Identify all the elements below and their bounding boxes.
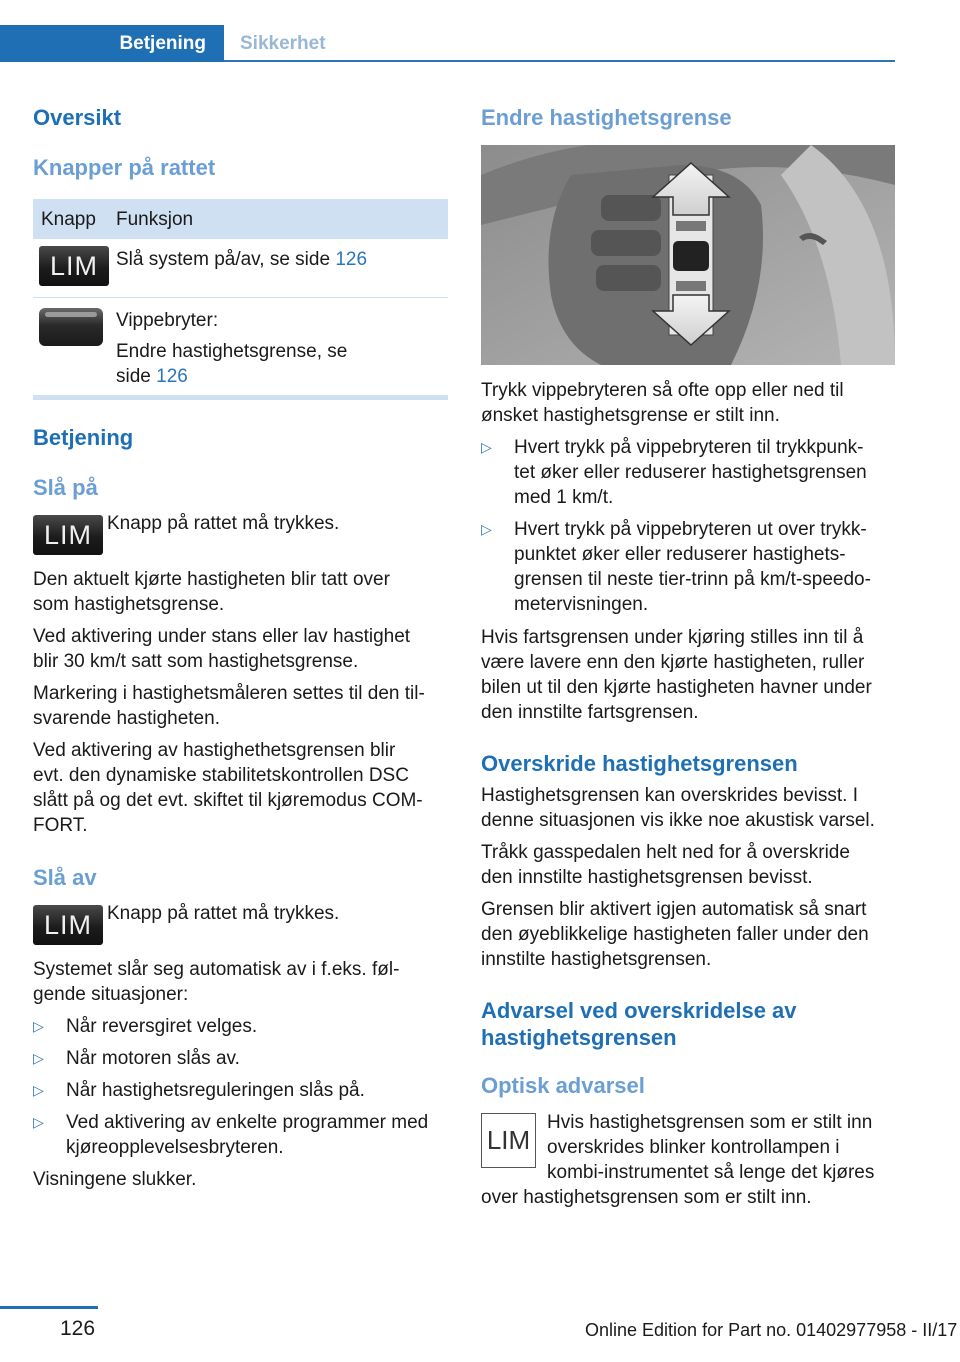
paragraph: over hastighetsgrensen som er stilt inn.	[481, 1187, 812, 1208]
bullet-triangle-icon: ▷	[33, 1114, 44, 1130]
list-item: ▷ Ved aktivering av enkelte programmer med kjøreopplevelsesbryteren.	[33, 1112, 429, 1158]
paragraph: Hvis hastighetsgrensen som er stilt inn overskrides blinker kontrollampen i kombi-instrumentet så lenge det kjøres	[547, 1112, 875, 1183]
paragraph: Hastighetsgrensen kan overskrides bevisst. I denne situasjonen vis ikke noe akustisk varsel.	[481, 785, 875, 831]
bullet-triangle-icon: ▷	[481, 521, 492, 537]
buttons-table	[33, 199, 448, 400]
paragraph: Grensen blir aktivert igjen automatisk så snart den øyeblikkelige hastigheten faller under den innstilte hastighetsgrensen.	[481, 899, 869, 970]
lim-button-icon: LIM	[39, 246, 109, 286]
paragraph: Den aktuelt kjørte hastigheten blir tatt over som hastighetsgrense.	[33, 569, 390, 615]
table-row	[33, 239, 448, 298]
page-number: 126	[60, 1317, 96, 1340]
sla-pa-text: Knapp på rattet må trykkes.	[107, 513, 340, 534]
paragraph: Trykk vippebryteren så ofte opp eller ned til ønsket hastighetsgrense er stilt inn.	[481, 380, 844, 426]
header-tabs	[0, 25, 895, 62]
lim-button-icon: LIM	[33, 515, 103, 555]
paragraph: Hvis fartsgrensen under kjøring stilles inn til å være lavere enn den kjørte hastigheten, ruller bilen ut til den kjørte hastigheten havner under den innstilte fartsgrensen.	[481, 627, 872, 723]
sla-av-text: Knapp på rattet må trykkes.	[107, 903, 340, 924]
col-knapp: Knapp	[41, 208, 96, 230]
tab-betjening[interactable]: Betjening	[0, 25, 224, 62]
table-bottom-rule	[33, 396, 448, 400]
list-item: ▷ Hvert trykk på vippebryteren til trykkpunk‐ tet øker eller reduserer hastighetsgrensen med 1 km/t.	[481, 437, 867, 508]
heading-overskride: Overskride hastighetsgrensen	[481, 751, 798, 776]
heading-oversikt: Oversikt	[33, 105, 122, 130]
paragraph: Ved aktivering av hastighethetsgrensen blir evt. den dynamiske stabilitetskontrollen DSC slått på og det evt. skiftet til kjøremodus COM‐ FORT.	[33, 740, 423, 836]
list-item: ▷ Når motoren slås av.	[33, 1048, 240, 1069]
table-row	[33, 298, 448, 396]
heading-knapper-pa-rattet: Knapper på rattet	[33, 155, 216, 180]
bullet-triangle-icon: ▷	[33, 1082, 44, 1098]
page-link[interactable]: 126	[156, 366, 188, 387]
list-item: ▷ Hvert trykk på vippebryteren ut over trykk‐ punktet øker eller reduserer hastighets‐ grensen til neste tier-trinn på km/t-speedo‐ metervisningen.	[481, 519, 871, 615]
col-funksjon: Funksjon	[116, 208, 194, 230]
lim-button-icon: LIM	[33, 905, 103, 945]
list-item: ▷ Når reversgiret velges.	[33, 1016, 258, 1037]
page-link[interactable]: 126	[335, 249, 368, 270]
heading-sla-pa: Slå på	[33, 475, 98, 500]
heading-betjening: Betjening	[33, 425, 134, 450]
heading-endre-hastighetsgrense: Endre hastighetsgrense	[481, 105, 732, 130]
row2-function: Vippebryter: Endre hastighetsgrense, se side 126	[116, 310, 348, 387]
lim-indicator-light-icon: LIM	[481, 1113, 536, 1168]
heading-optisk-advarsel: Optisk advarsel	[481, 1073, 645, 1098]
paragraph: Tråkk gasspedalen helt ned for å overskride den innstilte hastighetsgrensen bevisst.	[481, 842, 850, 888]
paragraph: Ved aktivering under stans eller lav hastighet blir 30 km/t satt som hastighetsgrense.	[33, 626, 411, 672]
table-header	[33, 199, 448, 239]
heading-advarsel: Advarsel ved overskridelse av hastighetsgrensen	[481, 998, 797, 1050]
bullet-triangle-icon: ▷	[481, 439, 492, 455]
tab-sikkerhet[interactable]: Sikkerhet	[240, 33, 326, 54]
edition-note: Online Edition for Part no. 01402977958 - II/17	[585, 1320, 958, 1340]
paragraph: Systemet slår seg automatisk av i f.eks. føl‐ gende situasjoner:	[33, 959, 400, 1005]
bullet-triangle-icon: ▷	[33, 1050, 44, 1066]
row1-function: Slå system på/av, se side 126	[116, 249, 368, 270]
steering-wheel-rocker-illustration	[481, 145, 895, 365]
paragraph: Markering i hastighetsmåleren settes til den til‐ svarende hastigheten.	[33, 683, 425, 729]
list-item: ▷ Når hastighetsreguleringen slås på.	[33, 1080, 365, 1101]
paragraph: Visningene slukker.	[33, 1169, 197, 1190]
heading-sla-av: Slå av	[33, 865, 97, 890]
footer-rule	[0, 1306, 98, 1309]
rocker-switch-icon	[39, 308, 103, 346]
bullet-triangle-icon: ▷	[33, 1018, 44, 1034]
steering-wheel-photo	[481, 145, 895, 365]
